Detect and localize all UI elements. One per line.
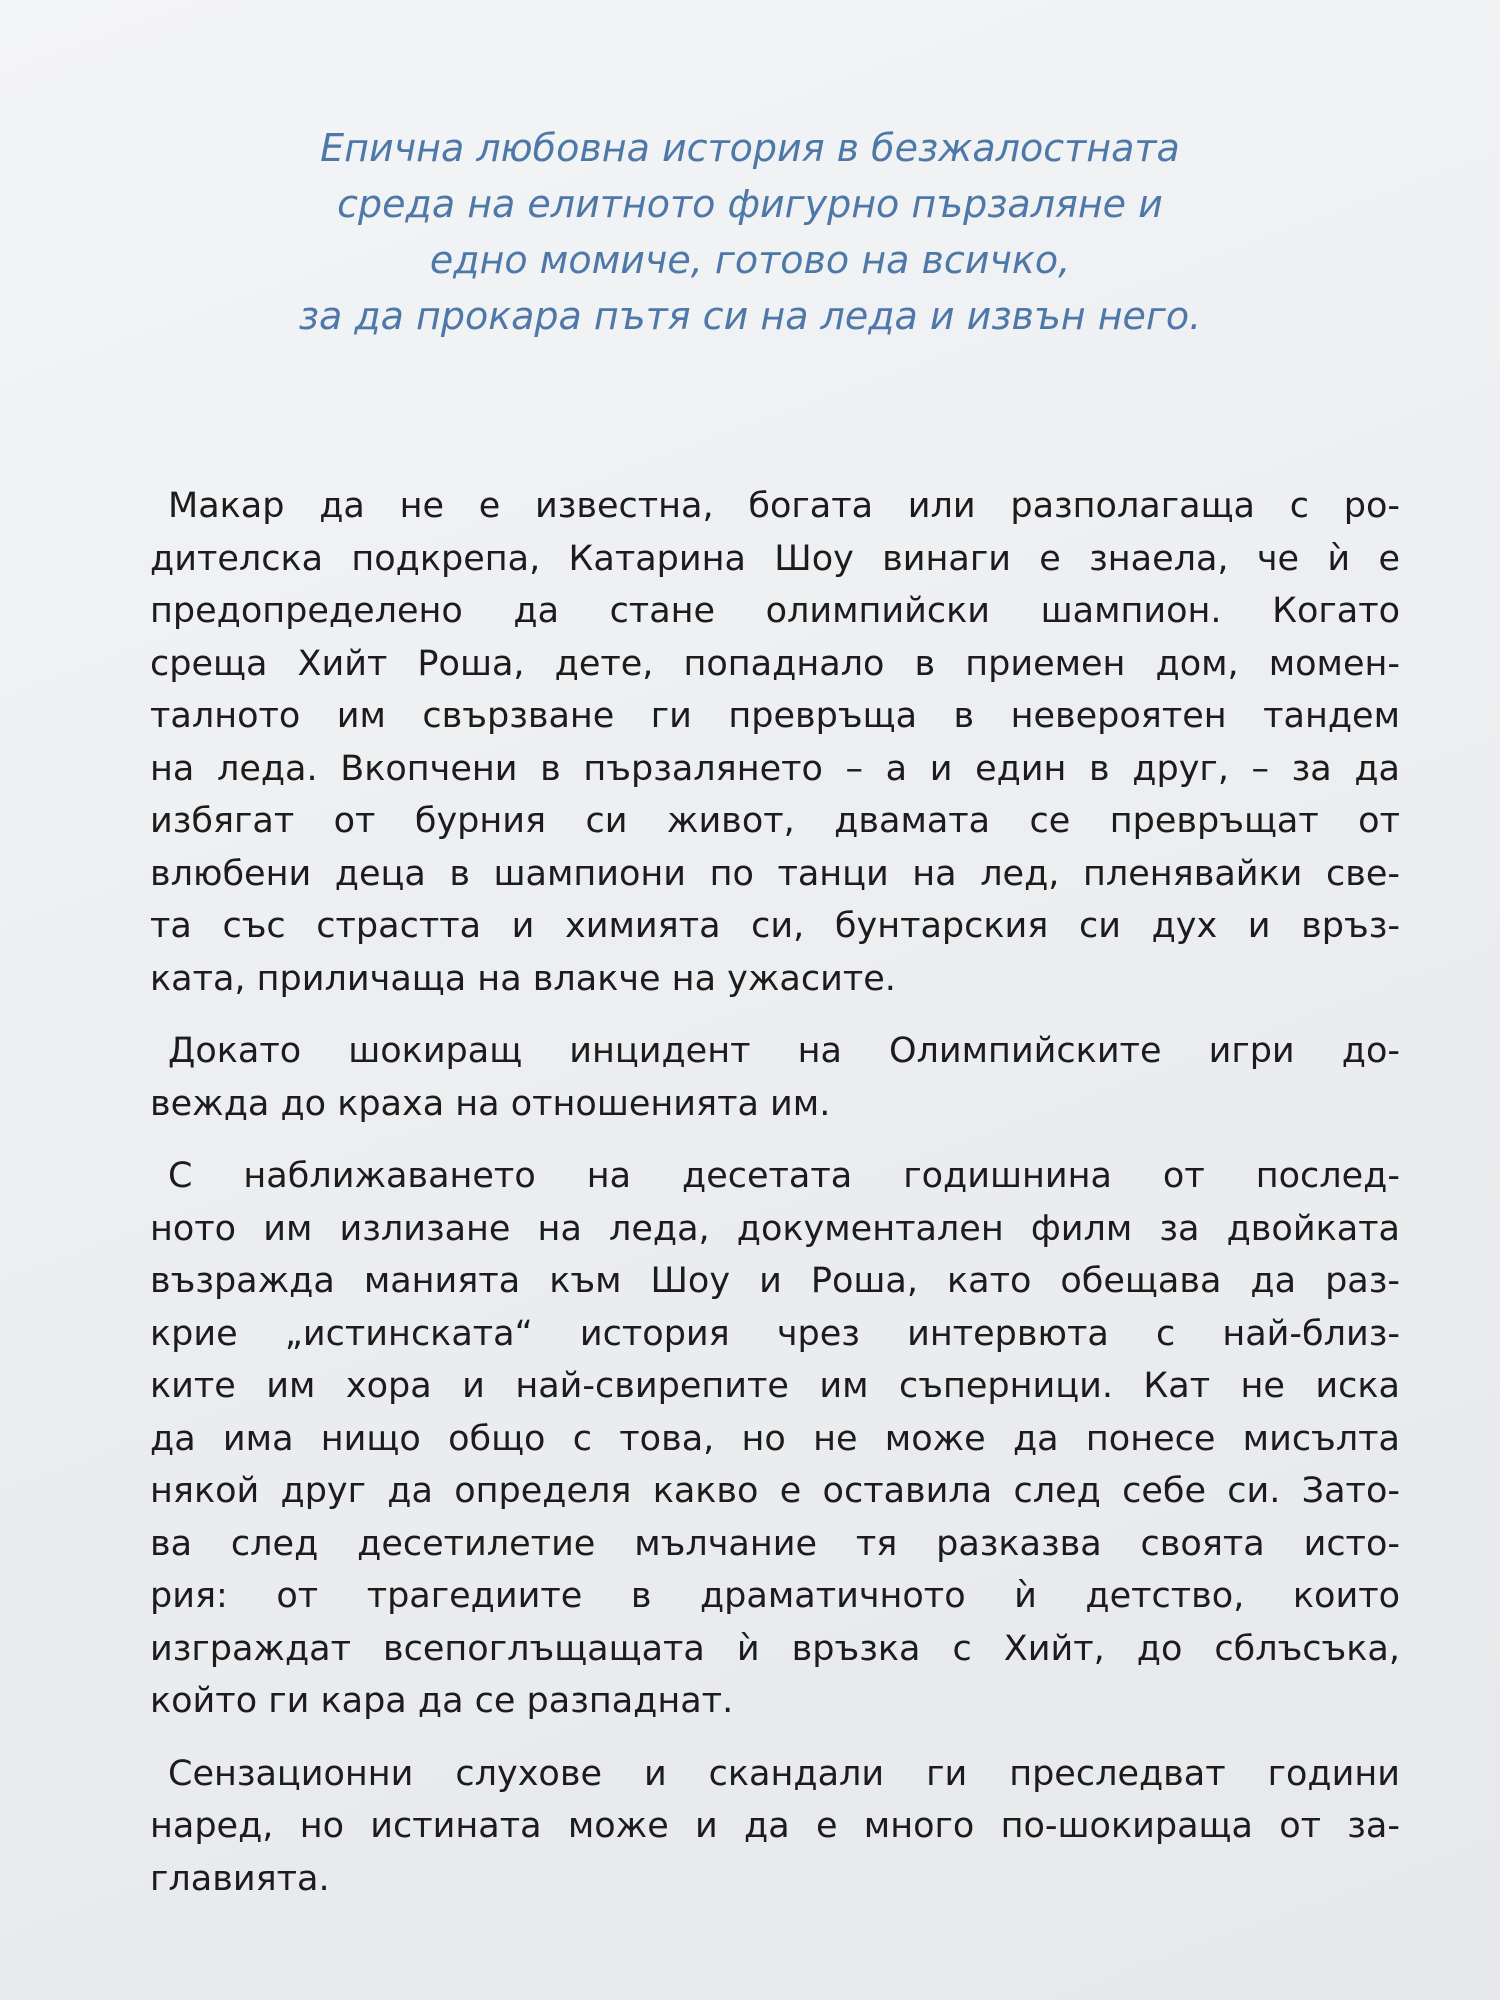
text-line: наред, но истината може и да е много по-шокираща от за- [150,1806,1400,1846]
text-line: среща Хийт Роша, дете, попаднало в приемен дом, момен- [150,643,1400,684]
tagline [150,120,1350,344]
text-line: талното им свързване ги превръща в невероятен тандем [150,696,1400,736]
text-line: Докато шокиращ инцидент на Олимпийските игри до- [168,1031,1400,1071]
text-line: Макар да не е известна, богата или разполагаща с ро- [168,486,1400,526]
text-line: на леда. Вкопчени в пързалянето – а и един в друг, – за да [150,748,1400,789]
tagline-line: Епична любовна история в безжалостната [320,126,1180,170]
text-line: крие „истинската“ история чрез интервюта с най-близ- [150,1313,1400,1354]
text-line: ките им хора и най-свирепите им съперници. Кат не иска [150,1366,1400,1406]
text-line: та със страстта и химията си, бунтарския си дух и връз- [150,906,1400,946]
paragraph-1 [150,480,1400,1005]
text-line: който ги кара да се разпаднат. [150,1681,734,1721]
text-line: Сензационни слухове и скандали ги преследват години [168,1753,1400,1794]
tagline-line: среда на елитното фигурно пързаляне и [337,182,1163,226]
text-line: предопределено да стане олимпийски шампион. Когато [150,591,1400,631]
text-line: ва след десетилетие мълчание тя разказва своята исто- [150,1523,1400,1564]
text-line: вежда до краха на отношенията им. [150,1083,831,1124]
text-line: някой друг да определя какво е оставила след себе си. Зато- [150,1471,1400,1511]
description-text [150,480,1400,1925]
tagline-line: за да прокара пътя си на леда и извън него. [298,294,1202,338]
paragraph-3 [150,1150,1400,1728]
text-line: главията. [150,1858,330,1899]
text-line: С наближаването на десетата годишнина от послед- [168,1156,1400,1196]
text-line: рия: от трагедиите в драматичното ѝ детство, които [150,1576,1400,1616]
tagline-line: едно момиче, готово на всичко, [429,238,1071,282]
paragraph-2 [150,1025,1400,1130]
text-line: ката, приличаща на влакче на ужасите. [150,958,896,999]
text-line: дителска подкрепа, Катарина Шоу винаги е знаела, че ѝ е [150,538,1400,579]
text-line: да има нищо общо с това, но не може да понесе мисълта [150,1418,1400,1459]
text-line: влюбени деца в шампиони по танци на лед, пленявайки све- [150,853,1400,894]
text-line: възражда манията към Шоу и Роша, като обещава да раз- [150,1261,1400,1301]
paragraph-4 [150,1748,1400,1906]
text-line: избягат от бурния си живот, двамата се превръщат от [150,801,1400,841]
text-line: изграждат всепоглъщащата ѝ връзка с Хийт, до сблъсъка, [150,1628,1400,1669]
text-line: ното им излизане на леда, документален филм за двойката [150,1208,1400,1249]
